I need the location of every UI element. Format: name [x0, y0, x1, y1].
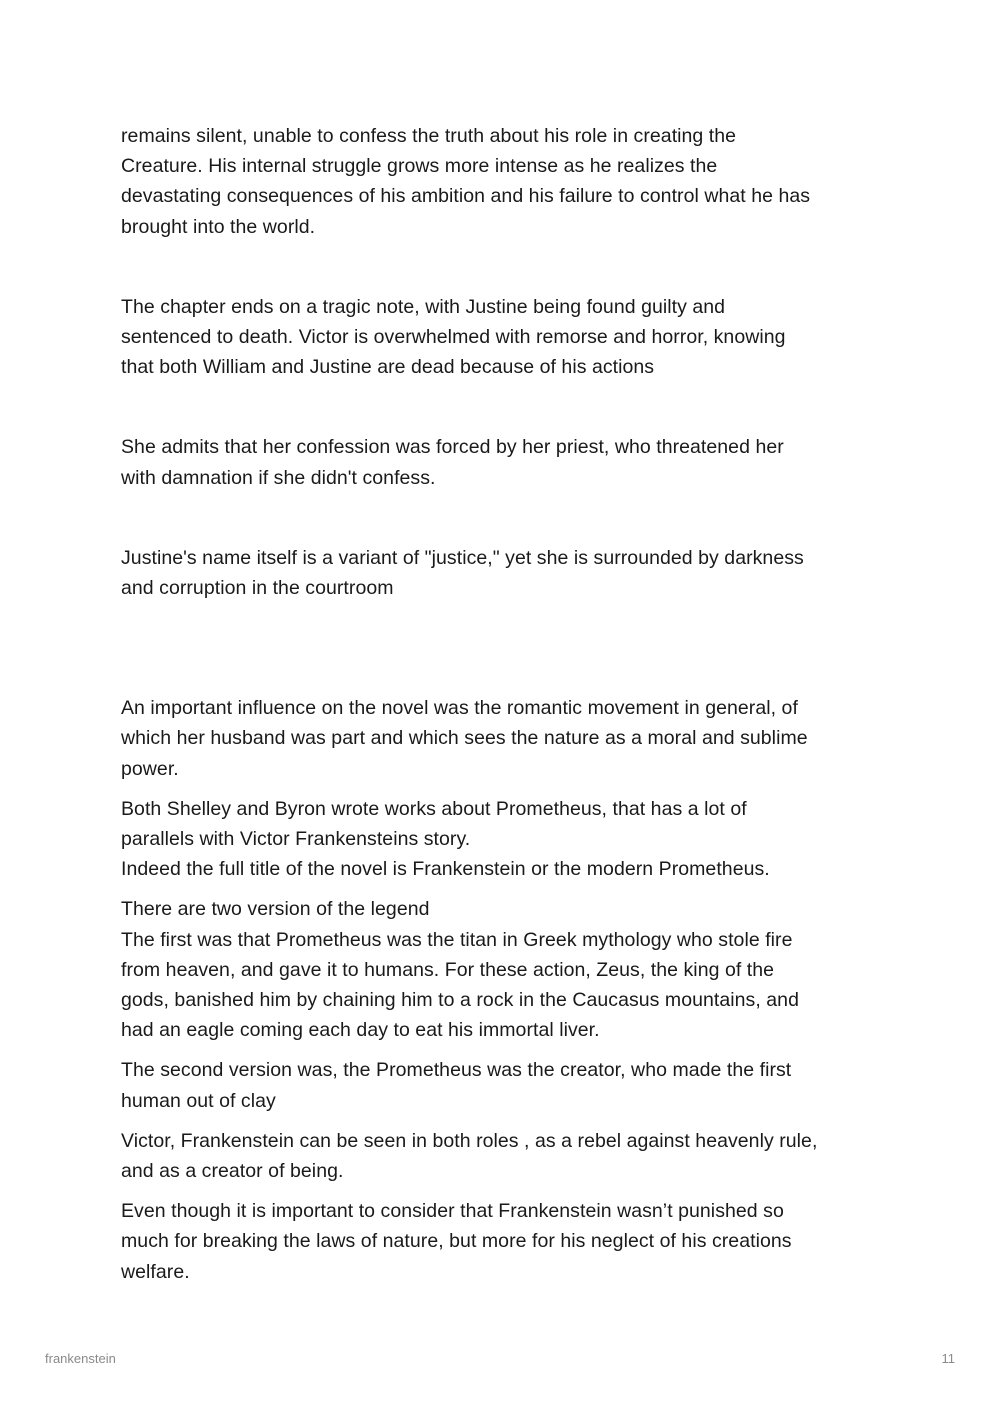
text-line: There are two version of the legend	[121, 898, 430, 921]
text-line: and as a creator of being.	[121, 1160, 344, 1183]
text-line: with damnation if she didn't confess.	[121, 466, 436, 489]
text-line: Victor, Frankenstein can be seen in both roles , as a rebel against heavenly rule,	[121, 1129, 818, 1152]
paragraph-spacer	[121, 493, 891, 543]
text-line: human out of clay	[121, 1089, 276, 1112]
paragraph	[121, 1055, 891, 1115]
text-line: An important influence on the novel was the romantic movement in general, of	[121, 697, 798, 720]
page-body	[121, 121, 891, 1287]
text-line: gods, banished him by chaining him to a rock in the Caucasus mountains, and	[121, 989, 799, 1012]
text-line: Creature. His internal struggle grows more intense as he realizes the	[121, 155, 718, 178]
paragraph	[121, 121, 891, 242]
paragraph-spacer	[121, 784, 891, 794]
text-line: much for breaking the laws of nature, but more for his neglect of his creations	[121, 1230, 792, 1253]
text-line: The second version was, the Prometheus was the creator, who made the first	[121, 1059, 792, 1082]
text-line: The chapter ends on a tragic note, with Justine being found guilty and	[121, 295, 726, 318]
text-line: Both Shelley and Byron wrote works about Prometheus, that has a lot of	[121, 797, 747, 820]
text-line: She admits that her confession was forced by her priest, who threatened her	[121, 436, 784, 459]
paragraph-spacer	[121, 242, 891, 292]
text-line: remains silent, unable to confess the truth about his role in creating the	[121, 125, 737, 147]
paragraph-spacer	[121, 884, 891, 894]
text-line: had an eagle coming each day to eat his immortal liver.	[121, 1019, 600, 1042]
text-line: Justine's name itself is a variant of "justice," yet she is surrounded by darkness	[121, 546, 804, 569]
text-line: power.	[121, 757, 179, 780]
text-line: Indeed the full title of the novel is Frankenstein or the modern Prometheus.	[121, 858, 770, 881]
paragraph	[121, 432, 891, 492]
paragraph	[121, 894, 891, 1045]
text-line: Even though it is important to consider that Frankenstein wasn’t punished so	[121, 1200, 784, 1223]
paragraph-spacer	[121, 1045, 891, 1055]
paragraph	[121, 1196, 891, 1287]
paragraph	[121, 693, 891, 784]
paragraph-spacer	[121, 1186, 891, 1196]
paragraph-spacer	[121, 382, 891, 432]
paragraph	[121, 1126, 891, 1186]
paragraph	[121, 543, 891, 603]
text-line: and corruption in the courtroom	[121, 577, 394, 600]
paragraph	[121, 794, 891, 885]
text-line: which her husband was part and which sees the nature as a moral and sublime	[121, 727, 808, 750]
text-line: devastating consequences of his ambition and his failure to control what he has	[121, 185, 811, 208]
footer-document-name: frankenstein	[45, 1351, 116, 1366]
text-line: brought into the world.	[121, 215, 316, 238]
text-line: welfare.	[121, 1260, 190, 1283]
text-line: parallels with Victor Frankensteins story.	[121, 828, 471, 851]
text-line: from heaven, and gave it to humans. For these action, Zeus, the king of the	[121, 958, 775, 981]
paragraph-spacer	[121, 1116, 891, 1126]
section-spacer	[121, 603, 891, 693]
text-line: The first was that Prometheus was the titan in Greek mythology who stole fire	[121, 928, 793, 951]
text-line: sentenced to death. Victor is overwhelmed with remorse and horror, knowing	[121, 326, 786, 349]
text-line: that both William and Justine are dead because of his actions	[121, 356, 655, 379]
footer-page-number: 11	[941, 1351, 955, 1366]
paragraph	[121, 292, 891, 383]
